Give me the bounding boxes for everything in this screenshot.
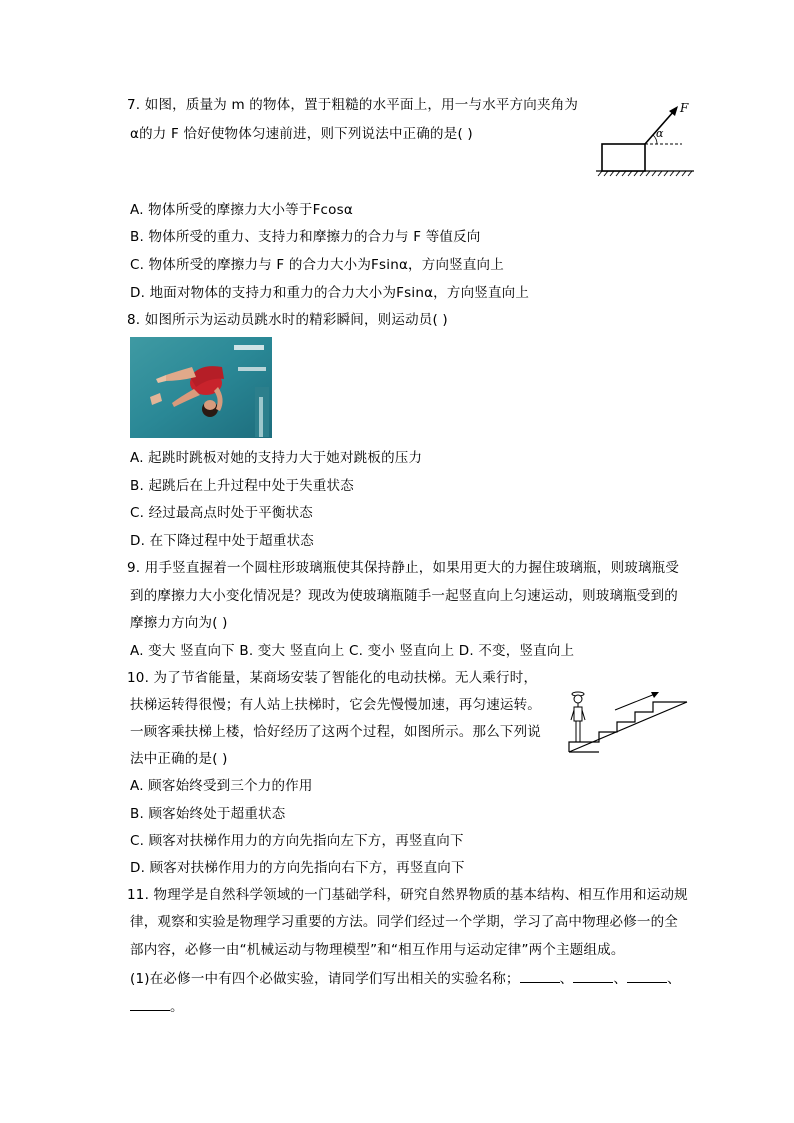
q10-option-a: A. 顾客始终受到三个力的作用 [130, 778, 313, 794]
q10-stem-line-1: 10. 为了节省能量，某商场安装了智能化的电动扶梯。无人乘行时， [127, 670, 538, 686]
q9-stem-line-2: 到的摩擦力大小变化情况是？现改为使玻璃瓶随手一起竖直向上匀速运动，则玻璃瓶受到的 [130, 588, 678, 604]
q10-stem-line-3: 一顾客乘扶梯上楼，恰好经历了这两个过程，如图所示。那么下列说 [130, 724, 541, 740]
q10-stem-line-2: 扶梯运转得很慢；有人站上扶梯时，它会先慢慢加速，再匀速运转。 [130, 697, 541, 713]
separator: 、 [559, 971, 574, 987]
separator: 、 [667, 971, 681, 987]
q11-sub-question-1 [130, 968, 681, 989]
q7-stem-line-2: α的力 F 恰好使物体匀速前进，则下列说法中正确的是( ) [130, 126, 473, 142]
q8-diver-photo [130, 337, 272, 438]
answer-blank-4[interactable] [130, 996, 170, 1011]
separator: 、 [613, 971, 628, 987]
q7-angle-label: α [656, 127, 664, 140]
q11-stem-line-2: 律，观察和实验是物理学习重要的方法。同学们经过一个学期，学习了高中物理必修一的全 [130, 914, 678, 930]
q7-block-force-diagram [590, 98, 700, 178]
q10-option-b: B. 顾客始终处于超重状态 [130, 806, 286, 822]
answer-blank-3[interactable] [627, 968, 667, 983]
answer-blank-2[interactable] [573, 968, 613, 983]
q8-option-a: A. 起跳时跳板对她的支持力大于她对跳板的压力 [130, 450, 423, 466]
q7-force-label: F [680, 101, 689, 115]
q8-option-d: D. 在下降过程中处于超重状态 [130, 533, 314, 549]
q10-escalator-diagram [565, 676, 693, 756]
q8-option-b: B. 起跳后在上升过程中处于失重状态 [130, 478, 354, 494]
q10-option-c: C. 顾客对扶梯作用力的方向先指向左下方，再竖直向下 [130, 833, 464, 849]
answer-blank-1[interactable] [520, 968, 560, 983]
q8-stem: 8. 如图所示为运动员跳水时的精彩瞬间，则运动员( ) [127, 312, 448, 328]
q7-option-a: A. 物体所受的摩擦力大小等于Fcosα [130, 202, 353, 218]
q10-option-d: D. 顾客对扶梯作用力的方向先指向右下方，再竖直向下 [130, 860, 465, 876]
q7-stem-line-1: 7. 如图，质量为 m 的物体，置于粗糙的水平面上，用一与水平方向夹角为 [127, 97, 579, 113]
q8-option-c: C. 经过最高点时处于平衡状态 [130, 505, 314, 521]
q9-options: A. 变大 竖直向下 B. 变大 竖直向上 C. 变小 竖直向上 D. 不变，竖直向上 [130, 643, 575, 659]
q9-stem-line-3: 摩擦力方向为( ) [130, 615, 228, 631]
q11-stem-line-1: 11. 物理学是自然科学领域的一门基础学科，研究自然界物质的基本结构、相互作用和运动规 [127, 887, 688, 903]
q7-option-d: D. 地面对物体的支持力和重力的合力大小为Fsinα，方向竖直向上 [130, 285, 530, 301]
q7-option-c: C. 物体所受的摩擦力与 F 的合力大小为Fsinα，方向竖直向上 [130, 257, 504, 273]
q7-option-b: B. 物体所受的重力、支持力和摩擦力的合力与 F 等值反向 [130, 229, 481, 245]
period: 。 [170, 999, 184, 1015]
q11-sub-question-1-text: (1)在必修一中有四个必做实验，请同学们写出相关的实验名称； [130, 971, 520, 987]
q10-stem-line-4: 法中正确的是( ) [130, 751, 228, 767]
q9-stem-line-1: 9. 用手竖直握着一个圆柱形玻璃瓶使其保持静止，如果用更大的力握住玻璃瓶，则玻璃瓶受 [127, 560, 680, 576]
q11-sub-question-1-cont [130, 996, 184, 1017]
q11-stem-line-3: 部内容，必修一由“机械运动与物理模型”和“相互作用与运动定律”两个主题组成。 [130, 942, 625, 958]
